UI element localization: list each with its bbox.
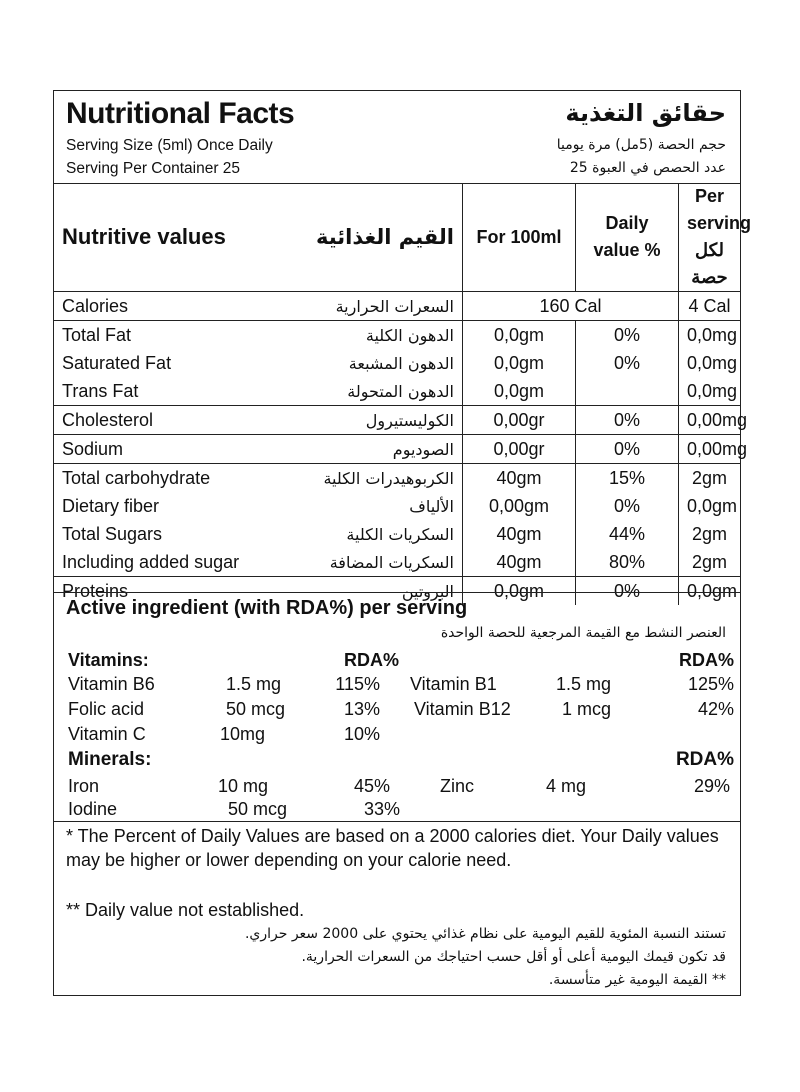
mineral-amount: 4 mg [546,776,587,796]
nutrient-daily-value: 0% [576,349,679,377]
vitamin-amount: 50 mcg [226,699,286,719]
table-row [54,520,740,548]
table-row [54,548,740,577]
nutrient-per-serving: 0,0mg [679,349,741,377]
nutritive-values-english: Nutritive values [62,224,226,249]
table-row [54,435,740,464]
nutrient-per-serving: 0,0mg [679,377,741,406]
nutrition-label [53,90,752,996]
vitamin-amount: 1.5 mg [226,674,282,694]
vitamin-name: Folic acid [68,699,145,719]
table-row [54,464,740,493]
mineral-name: Zinc [440,776,475,796]
vitamin-rda: 42% [697,699,734,719]
nutrient-daily-value: 0% [576,406,679,435]
nutrient-daily-value: 0% [576,435,679,464]
nutrient-per-100ml: 0,0gm [463,377,576,406]
nutrient-name-arabic: السكريات المضافة [329,552,454,572]
nutrient-name-arabic: الدهون المشبعة [348,353,454,373]
nutrient-per-100ml: 0,0gm [463,349,576,377]
nutrient-per-serving: 0,00mg [679,406,741,435]
nutrient-name-arabic: الكوليستيرول [365,410,454,430]
nutrient-per-100ml: 0,0gm [463,577,576,606]
column-header-daily-value: Daily value % [576,183,679,292]
nutrient-per-100ml: 40gm [463,464,576,493]
rda-heading: RDA% [675,749,734,770]
nutritive-values-arabic: القيم الغذائية [315,225,454,249]
vitamin-rda: 125% [687,674,734,694]
active-ingredients-title: Active ingredient (with RDA%) per serving [66,597,468,619]
vitamin-amount: 1 mcg [562,699,612,719]
vitamin-name: Vitamin B6 [68,674,155,694]
table-row [54,492,740,520]
nutrient-name-arabic: الصوديوم [392,439,454,459]
mineral-amount: 10 mg [218,776,269,796]
nutrient-name-arabic: الكربوهيدرات الكلية [323,468,454,488]
vitamin-amount: 10mg [220,724,266,744]
nutrition-table [54,183,752,605]
servings-per-container-english: Serving Per Container 25 [66,160,241,177]
nutrient-per-100ml: 0,00gr [463,435,576,464]
footnote-arabic-line-1: تستند النسبة المئوية للقيم اليومية على نظام غذائي يحتوي على 2000 سعر حراري. [244,926,726,942]
table-row [54,377,740,406]
nutrient-name-arabic: الألياف [409,496,454,516]
table-row [54,349,740,377]
nutrient-name-arabic: السعرات الحرارية [335,296,454,316]
nutrient-per-serving: 2gm [679,464,741,493]
vitamin-name: Vitamin C [68,724,146,744]
footnote-daily-values-english: * The Percent of Daily Values are based on a 2000 calories diet. Your Daily values may be higher or lower depending on your calorie need. [66,826,719,870]
nutrient-name-english: Calories [62,295,129,316]
column-header-100ml: For 100ml [463,183,576,292]
footnote-arabic-line-3: ** القيمة اليومية غير متأسسة. [548,972,726,988]
vitamin-rda: 10% [343,724,380,744]
nutrient-name-arabic: الدهون الكلية [365,325,454,345]
table-row [54,321,740,350]
nutrient-per-100ml: 0,0gm [463,321,576,350]
mineral-amount: 50 mcg [228,799,288,819]
nutrient-daily-value [576,377,679,406]
mineral-rda: 29% [693,776,730,796]
nutrient-per-serving: 0,0mg [679,321,741,350]
nutrient-name-english: Trans Fat [62,380,139,401]
table-header-row [54,183,740,292]
nutrient-name-english: Total Fat [62,324,132,345]
nutritive-header-cell [54,183,463,292]
nutrient-per-serving: 0,00mg [679,435,741,464]
serving-size-english: Serving Size (5ml) Once Daily [66,137,273,154]
vitamin-amount: 1.5 mg [556,674,612,694]
vitamin-name: Vitamin B12 [414,699,511,719]
rda-heading: RDA% [678,650,734,670]
table-row [54,406,740,435]
serving-size-arabic: حجم الحصة (5مل) مرة يوميا [556,137,726,153]
title-arabic: حقائق التغذية [565,99,726,127]
servings-per-container-arabic: عدد الحصص في العبوة 25 [569,160,726,176]
nutrient-name-arabic: الدهون المتحولة [347,381,454,401]
mineral-rda: 33% [363,799,400,819]
vitamin-name: Vitamin B1 [410,674,497,694]
nutrient-name-arabic: السكريات الكلية [346,524,454,544]
nutrient-name-english: Total Sugars [62,523,163,544]
nutrient-per-100ml: 0,00gr [463,406,576,435]
nutrient-per-100ml: 160 Cal [463,292,679,321]
nutrient-daily-value: 80% [576,548,679,577]
nutrient-name-arabic: البروتين [401,581,454,601]
label-header [54,91,740,184]
minerals-heading: Minerals: [68,749,152,770]
nutrient-per-serving: 4 Cal [679,292,741,321]
footnote-arabic-line-2: قد تكون قيمك اليومية أعلى أو أقل حسب احتياجك من السعرات الحرارية. [301,949,726,965]
nutrient-name-english: Total carbohydrate [62,467,211,488]
nutrient-name-english: Cholesterol [62,409,154,430]
rda-heading: RDA% [344,650,400,670]
nutrient-name-english: Sodium [62,438,124,459]
footnote-not-established-english: ** Daily value not established. [66,900,305,920]
nutrient-per-serving: 2gm [679,520,741,548]
nutrient-daily-value: 0% [576,321,679,350]
nutrient-per-100ml: 40gm [463,520,576,548]
nutrient-name-english: Including added sugar [62,551,240,572]
nutrient-name-english: Dietary fiber [62,495,160,516]
title-english: Nutritional Facts [66,97,295,130]
nutrient-per-100ml: 40gm [463,548,576,577]
active-ingredients-title-arabic: العنصر النشط مع القيمة المرجعية للحصة الواحدة [440,625,726,641]
nutrient-daily-value: 44% [576,520,679,548]
nutrient-daily-value: 0% [576,577,679,606]
mineral-rda: 45% [353,776,390,796]
nutrient-per-100ml: 0,00gm [463,492,576,520]
nutrient-daily-value: 15% [576,464,679,493]
mineral-name: Iron [68,776,100,796]
nutrient-per-serving: 0,0gm [679,492,741,520]
column-header-per-serving: Per serving لكل حصة [679,183,741,292]
vitamins-heading: Vitamins: [68,650,149,670]
table-row [54,292,740,321]
nutrient-name-english: Saturated Fat [62,352,172,373]
nutrient-daily-value: 0% [576,492,679,520]
vitamin-rda: 115% [335,674,380,694]
nutrient-name-english: Proteins [62,580,129,601]
active-ingredients-section [54,592,740,822]
vitamin-rda: 13% [343,699,380,719]
nutrient-per-serving: 2gm [679,548,741,577]
mineral-name: Iodine [68,799,118,819]
nutrient-per-serving: 0,0gm [679,577,741,606]
